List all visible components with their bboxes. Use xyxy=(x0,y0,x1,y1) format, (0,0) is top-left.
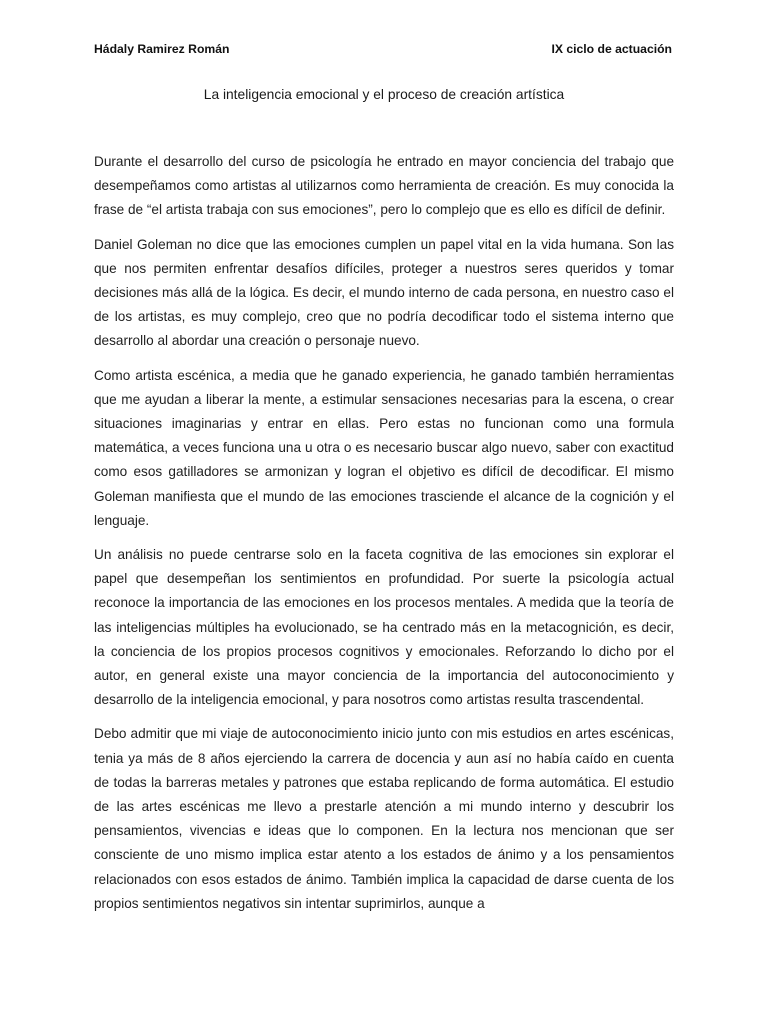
paragraph: Durante el desarrollo del curso de psicología he entrado en mayor conciencia del trabajo que desempeñamos como artistas al utilizarnos como herramienta de creación. Es muy conocida la frase de “el artista trabaja con sus emociones”, pero lo complejo que es ello es difícil de definir. xyxy=(94,154,674,218)
document-body xyxy=(94,150,674,926)
document-title: La inteligencia emocional y el proceso de creación artística xyxy=(203,87,565,102)
paragraph: Un análisis no puede centrarse solo en la faceta cognitiva de las emociones sin explorar el papel que desempeñan los sentimientos en profundidad. Por suerte la psicología actual reconoce la importancia de las emociones en los procesos mentales. A medida que la teoría de las inteligencias múltiples ha evolucionado, se ha centrado más en la metacognición, es decir, la conciencia de los propios procesos cognitivos y emocionales. Reforzando lo dicho por el autor, en general existe una mayor conciencia de la importancia del autoconocimiento y desarrollo de la inteligencia emocional, y para nosotros como artistas resulta trascendental. xyxy=(94,547,674,708)
course-cycle: IX ciclo de actuación xyxy=(551,42,672,56)
paragraph: Daniel Goleman no dice que las emociones cumplen un papel vital en la vida humana. Son las que nos permiten enfrentar desafíos difíciles, proteger a nuestros seres queridos y tomar decisiones más allá de la lógica. Es decir, el mundo interno de cada persona, en nuestro caso el de los artistas, es muy complejo, creo que no podría decodificar todo el sistema interno que desarrollo al abordar una creación o personaje nuevo. xyxy=(94,236,674,349)
author-name: Hádaly Ramirez Román xyxy=(94,42,230,56)
page-header xyxy=(94,42,672,56)
paragraph: Debo admitir que mi viaje de autoconocimiento inicio junto con mis estudios en artes escénicas, tenia ya más de 8 años ejerciendo la carrera de docencia y aun así no había caído en cuenta de todas la barreras metales y patrones que estaba replicando de forma automática. El estudio de las artes escénicas me llevo a prestarle atención a mi mundo interno y descubrir los pensamientos, vivencias e ideas que lo componen. En la lectura nos mencionan que ser consciente de uno mismo implica estar atento a los estados de ánimo y a los pensamientos relacionados con esos estados de ánimo. También implica la capacidad de darse cuenta de los propios sentimientos negativos sin intentar suprimirlos, aunque a xyxy=(94,726,674,911)
paragraph: Como artista escénica, a media que he ganado experiencia, he ganado también herramientas que me ayudan a liberar la mente, a estimular sensaciones necesarias para la escena, o crear situaciones imaginarias y entrar en ellas. Pero estas no funcionan como una formula matemática, a veces funciona una u otra o es necesario buscar algo nuevo, saber con exactitud como esos gatilladores se armonizan y logran el objetivo es difícil de decodificar. El mismo Goleman manifiesta que el mundo de las emociones trasciende el alcance de la cognición y el lenguaje. xyxy=(94,367,674,528)
